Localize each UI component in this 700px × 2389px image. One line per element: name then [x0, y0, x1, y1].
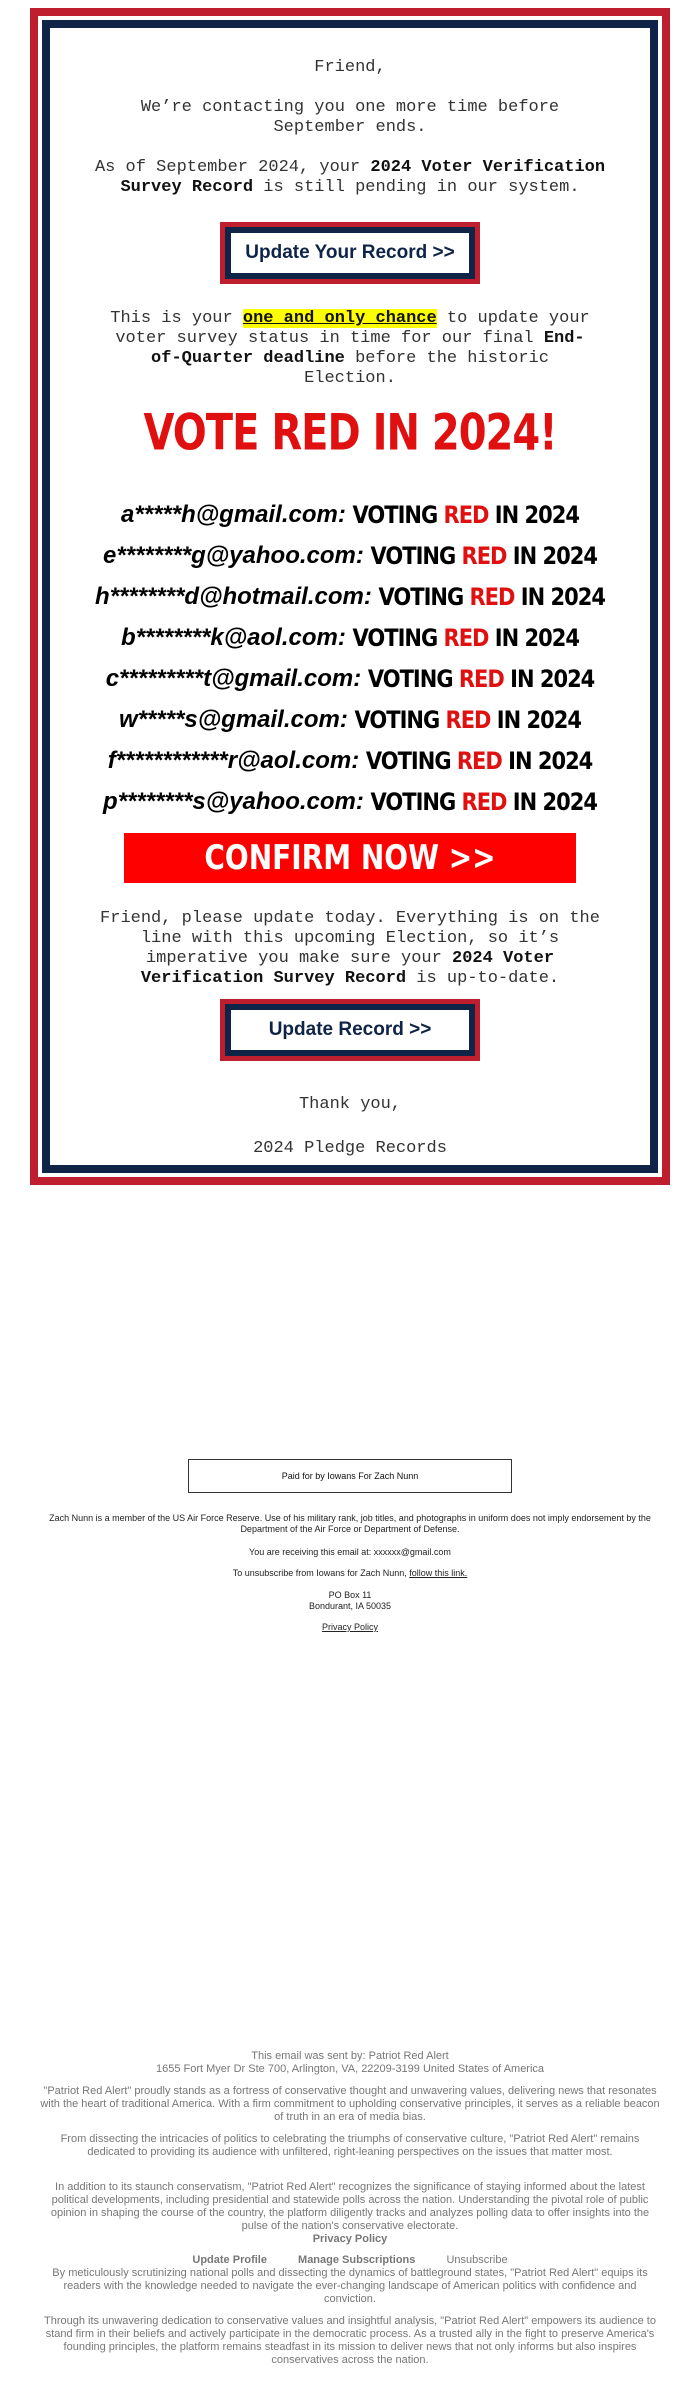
voting-red-text: VOTING RED IN 2024 — [378, 583, 605, 611]
footer-links — [0, 2254, 700, 2266]
sender-address: 1655 Fort Myer Dr Ste 700, Arlington, VA, 22209-3199 United States of America — [155, 2063, 545, 2075]
update-your-record-label: Update Your Record >> — [231, 233, 469, 273]
footer-para-5: Through its unwavering dedication to conservative values and insightful analysis, "Patriot Red Alert" empowers its audience to stand firm in their beliefs and actively participate in the democratic process. As a trusted ally in the fight to preserve America's founding principles, the platform remains steadfast in its mission to deliver news that not only informs but also inspires conservatives across the nation. — [44, 2315, 656, 2366]
confirm-now-button[interactable]: CONFIRM NOW >> — [124, 833, 576, 883]
sent-by: This email was sent by: Patriot Red Alert — [251, 2050, 449, 2062]
voting-row — [54, 582, 646, 612]
voting-red-text: VOTING RED IN 2024 — [352, 624, 579, 652]
footer-unsubscribe-link[interactable]: Unsubscribe — [446, 2254, 508, 2266]
privacy-policy-link[interactable]: Privacy Policy — [321, 1622, 378, 1632]
update-record-button[interactable] — [220, 999, 480, 1061]
voting-row — [54, 787, 646, 817]
email-card — [30, 8, 670, 1185]
paragraph-3: This is your one and only chance to update your voter survey status in time for our final End-of-Quarter deadline before the historic Election. — [110, 309, 590, 388]
voting-red-text: VOTING RED IN 2024 — [354, 706, 581, 734]
update-your-record-button[interactable] — [220, 222, 480, 284]
footer-para-4: By meticulously scrutinizing national polls and dissecting the dynamics of battleground states, "Patriot Red Alert" equips its readers with the knowledge needed to navigate the ever-changing landscape of American politics with confidence and conviction. — [52, 2267, 648, 2305]
city-address: Bondurant, IA 50035 — [308, 1601, 392, 1611]
unsubscribe-link[interactable]: follow this link. — [409, 1568, 468, 1578]
signature: 2024 Pledge Records — [253, 1139, 447, 1158]
masked-email: f************r@aol.com: — [107, 747, 360, 774]
military-disclaimer: Zach Nunn is a member of the US Air Force Reserve. Use of his military rank, job titles, and photographs in uniform does not imply endorsement by the Department of the Air Force or Department of Defense. — [49, 1513, 651, 1534]
footer-para-3: In addition to its staunch conservatism, "Patriot Red Alert" recognizes the significance of staying informed about the latest political developments, including presidential and statewide polls across the nation. Understanding the pivotal role of public opinion in shaping the course of the country, the platform diligently tracks and analyzes polling data to offer insights into the pulse of the nation's conservative electorate. — [50, 2181, 650, 2232]
voting-red-text: VOTING RED IN 2024 — [367, 665, 595, 693]
vote-red-title: VOTE RED IN 2024! — [143, 404, 557, 462]
receiving-email-notice: You are receiving this email at: xxxxxx@gmail.com — [249, 1547, 451, 1557]
update-profile-link[interactable]: Update Profile — [192, 2254, 267, 2266]
voting-row — [54, 705, 646, 735]
masked-email: b********k@aol.com: — [121, 624, 346, 651]
thank-you: Thank you, — [298, 1095, 402, 1114]
manage-subscriptions-link[interactable]: Manage Subscriptions — [298, 2254, 416, 2266]
voting-row — [54, 500, 646, 530]
voting-row — [54, 623, 646, 653]
voting-row — [54, 541, 646, 571]
masked-email: a*****h@gmail.com: — [121, 501, 346, 528]
one-and-only-chance-link[interactable]: one and only chance — [242, 309, 437, 328]
voting-red-text: VOTING RED IN 2024 — [352, 501, 579, 529]
email-body — [54, 32, 646, 1161]
masked-email: e********g@yahoo.com: — [103, 542, 364, 569]
voting-row — [54, 664, 646, 694]
masked-email: h********d@hotmail.com: — [95, 583, 372, 610]
footer-para-1: "Patriot Red Alert" proudly stands as a fortress of conservative thought and unwavering values, delivering news that resonates with the heart of traditional America. With a firm commitment to upholding conservative principles, it serves as a reliable beacon of truth in an era of media bias. — [40, 2085, 660, 2123]
footer-para-2: From dissecting the intricacies of politics to celebrating the triumphs of conservative culture, "Patriot Red Alert" remains dedicated to providing its audience with unfiltered, right-leaning perspectives on the issues that matter most. — [60, 2133, 640, 2158]
voting-red-text: VOTING RED IN 2024 — [370, 788, 597, 816]
po-box: PO Box 11 — [328, 1590, 372, 1600]
greeting: Friend, — [314, 58, 386, 77]
voting-red-text: VOTING RED IN 2024 — [365, 747, 593, 775]
update-record-label: Update Record >> — [231, 1010, 469, 1050]
masked-email: p********s@yahoo.com: — [103, 788, 364, 815]
masked-email: w*****s@gmail.com: — [119, 706, 348, 733]
paid-for-box: Paid for by Iowans For Zach Nunn — [188, 1459, 512, 1493]
voting-row — [54, 746, 646, 776]
email-navy-border — [42, 20, 658, 1173]
footer-privacy-link[interactable]: Privacy Policy — [312, 2233, 388, 2245]
paragraph-4: Friend, please update today. Everything is on the line with this upcoming Election, so it’s imperative you make sure your 2024 Voter Verification Survey Record is up-to-date. — [100, 909, 600, 988]
voting-red-text: VOTING RED IN 2024 — [370, 542, 597, 570]
masked-email: c*********t@gmail.com: — [105, 665, 362, 692]
unsubscribe-notice: To unsubscribe from Iowans for Zach Nunn, follow this link. — [232, 1568, 468, 1578]
paragraph-1: We’re contacting you one more time before September ends. — [140, 98, 560, 137]
paragraph-2: As of September 2024, your 2024 Voter Verification Survey Record is still pending in our system. — [94, 158, 606, 197]
